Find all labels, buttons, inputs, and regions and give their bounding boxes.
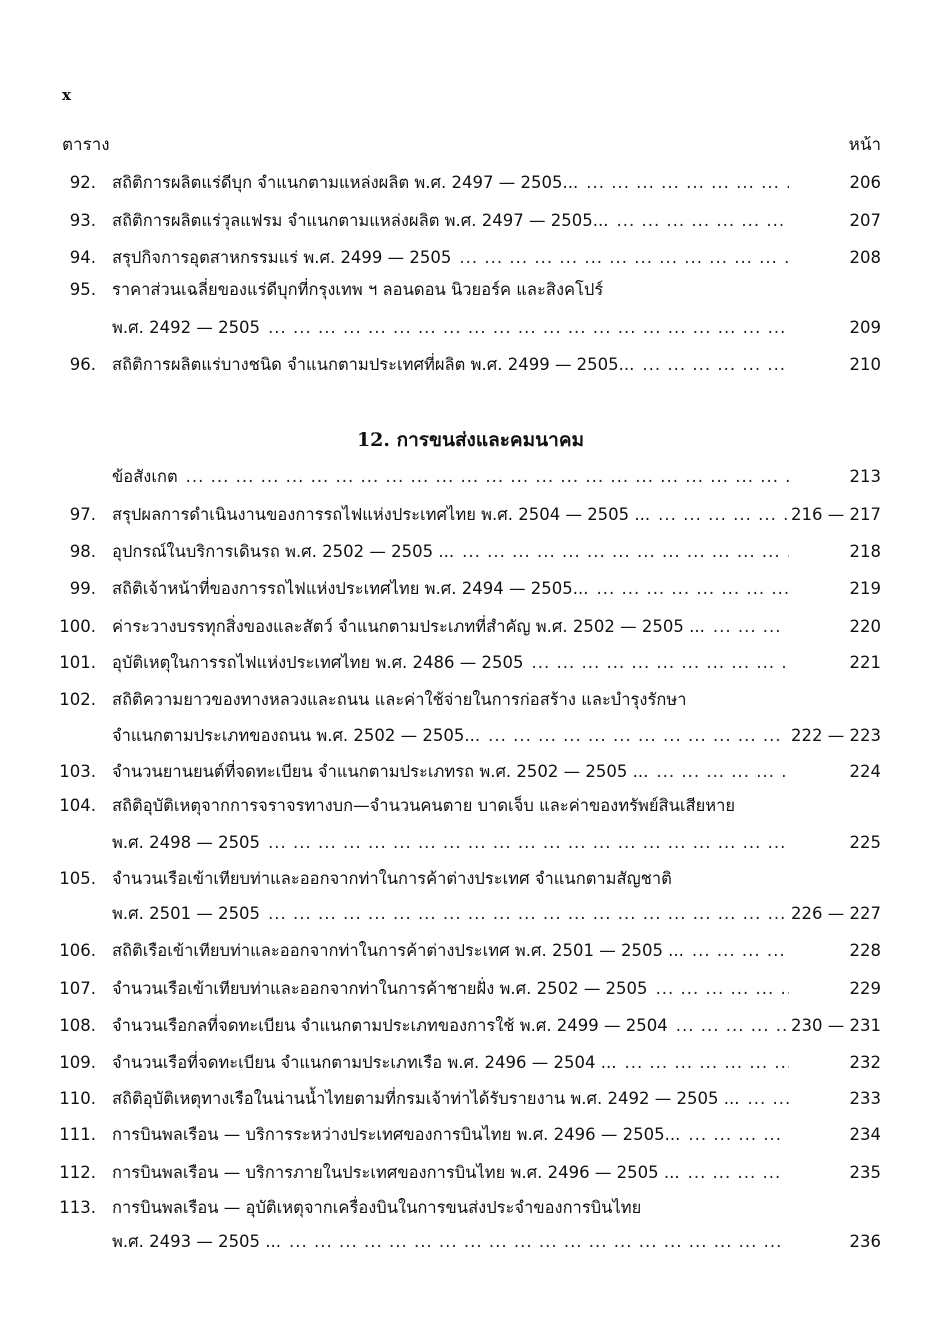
page-column-label: หน้า (848, 135, 881, 155)
toc-entry-line (0, 1050, 941, 1076)
dot-leader (532, 650, 789, 676)
dot-leader (462, 539, 789, 565)
dot-leader (616, 208, 789, 234)
entry-page: 226 — 227 (791, 904, 881, 923)
entry-title: จำนวนเรือเข้าเทียบท่าและออกจากท่าในการค้าต่างประเทศ จำแนกตามสัญชาติ (112, 869, 672, 888)
toc-entry-line (0, 976, 941, 1002)
toc-entry-line (0, 866, 941, 892)
entry-title: จำนวนยานยนต์ที่จดทะเบียน จำแนกตามประเภทรถ พ.ศ. 2502 — 2505 ... (112, 762, 649, 781)
entry-page: 209 (849, 318, 881, 337)
entry-page: 229 (849, 979, 881, 998)
toc-entry-line (0, 502, 941, 528)
toc-entry-line (0, 464, 941, 490)
dot-leader (624, 1050, 789, 1076)
dot-leader (656, 759, 789, 785)
entry-page: 235 (849, 1163, 881, 1182)
toc-entry-line (0, 1195, 941, 1221)
entry-page: 228 (849, 941, 881, 960)
entry-title: การบินพลเรือน — บริการระหว่างประเทศของการบินไทย พ.ศ. 2496 — 2505... (112, 1125, 681, 1144)
entry-number: 110. (59, 1089, 96, 1108)
entry-title: สถิติเจ้าหน้าที่ของการรถไฟแห่งประเทศไทย พ.ศ. 2494 — 2505... (112, 579, 589, 598)
entry-title: สถิติอุบัติเหตุจากการจราจรทางบก—จำนวนคนตาย บาดเจ็บ และค่าของทรัพย์สินเสียหาย (112, 796, 736, 815)
entry-number: 105. (59, 869, 96, 888)
toc-entry-line (0, 759, 941, 785)
dot-leader (642, 352, 789, 378)
dot-leader (656, 976, 789, 1002)
dot-leader (459, 245, 789, 271)
entry-page: 206 (849, 173, 881, 192)
toc-entry-line (0, 1122, 941, 1148)
entry-title: สถิติการผลิตแร่วุลแฟรม จำแนกตามแหล่งผลิต พ.ศ. 2497 — 2505... (112, 211, 609, 230)
entry-number: 96. (69, 355, 96, 374)
page-number: x (62, 86, 71, 104)
dot-leader (268, 830, 789, 856)
entry-title: พ.ศ. 2493 — 2505 ... (112, 1232, 282, 1251)
entry-number: 113. (59, 1198, 96, 1217)
entry-title: พ.ศ. 2498 — 2505 (112, 833, 261, 852)
toc-entry-line (0, 1229, 941, 1255)
entry-number: 97. (69, 505, 96, 524)
entry-page: 207 (849, 211, 881, 230)
entry-page: 234 (849, 1125, 881, 1144)
entry-title: อุบัติเหตุในการรถไฟแห่งประเทศไทย พ.ศ. 2486 — 2505 (112, 653, 524, 672)
entry-number: 100. (59, 617, 96, 636)
entry-number: 107. (59, 979, 96, 998)
section-title: 12. การขนส่งและคมนาคม (356, 429, 585, 451)
entry-number: 92. (69, 173, 96, 192)
entry-title: การบินพลเรือน — บริการภายในประเทศของการบินไทย พ.ศ. 2496 — 2505 ... (112, 1163, 680, 1182)
toc-entry-line (0, 277, 941, 303)
entry-page: 208 (849, 248, 881, 267)
toc-entry-line (0, 938, 941, 964)
entry-page: 210 (849, 355, 881, 374)
dot-leader (289, 1229, 789, 1255)
entry-page: 230 — 231 (791, 1016, 881, 1035)
entry-title: จำแนกตามประเภทของถนน พ.ศ. 2502 — 2505... (112, 726, 481, 745)
entry-number: 98. (69, 542, 96, 561)
entry-title: ข้อสังเกต (112, 467, 178, 486)
entry-page: 218 (849, 542, 881, 561)
entry-number: 104. (59, 796, 96, 815)
entry-number: 101. (59, 653, 96, 672)
entry-page: 220 (849, 617, 881, 636)
entry-title: สถิติการผลิตแร่บางชนิด จำแนกตามประเทศที่ผลิต พ.ศ. 2499 — 2505... (112, 355, 635, 374)
dot-leader (488, 723, 789, 749)
entry-page: 221 (849, 653, 881, 672)
toc-entry-line (0, 539, 941, 565)
dot-leader (268, 315, 789, 341)
toc-entry-line (0, 1086, 941, 1112)
entry-title: จำนวนเรือเข้าเทียบท่าและออกจากท่าในการค้าชายฝั่ง พ.ศ. 2502 — 2505 (112, 979, 648, 998)
entry-title: สถิติการผลิตแร่ดีบุก จำแนกตามแหล่งผลิต พ.ศ. 2497 — 2505... (112, 173, 579, 192)
entry-number: 94. (69, 248, 96, 267)
entry-title: สถิติความยาวของทางหลวงและถนน และค่าใช้จ่ายในการก่อสร้าง และบำรุงรักษา (112, 690, 687, 709)
toc-entry-line (0, 687, 941, 713)
toc-entry-line (0, 830, 941, 856)
entry-number: 112. (59, 1163, 96, 1182)
entry-title: สถิติเรือเข้าเทียบท่าและออกจากท่าในการค้าต่างประเทศ พ.ศ. 2501 — 2505 ... (112, 941, 684, 960)
dot-leader (268, 901, 789, 927)
entry-page: 219 (849, 579, 881, 598)
entry-page: 236 (849, 1232, 881, 1251)
dot-leader (596, 576, 789, 602)
entry-number: 108. (59, 1016, 96, 1035)
entry-title: พ.ศ. 2492 — 2505 (112, 318, 261, 337)
toc-entry-line (0, 245, 941, 271)
toc-entry-line (0, 576, 941, 602)
entry-title: จำนวนเรือที่จดทะเบียน จำแนกตามประเภทเรือ พ.ศ. 2496 — 2504 ... (112, 1053, 617, 1072)
dot-leader (186, 464, 789, 490)
entry-page: 233 (849, 1089, 881, 1108)
toc-entry-line (0, 650, 941, 676)
entry-page: 216 — 217 (791, 505, 881, 524)
toc-entry-line (0, 208, 941, 234)
entry-page: 222 — 223 (791, 726, 881, 745)
entry-number: 106. (59, 941, 96, 960)
dot-leader (688, 1122, 789, 1148)
dot-leader (586, 170, 789, 196)
dot-leader (688, 1160, 789, 1186)
entry-number: 111. (59, 1125, 96, 1144)
toc-entry-line (0, 170, 941, 196)
entry-title: ค่าระวางบรรทุกสิ่งของและสัตว์ จำแนกตามประเภทที่สำคัญ พ.ศ. 2502 — 2505 ... (112, 617, 705, 636)
entry-page: 225 (849, 833, 881, 852)
entry-page: 213 (849, 467, 881, 486)
toc-entry-line (0, 793, 941, 819)
entry-page: 232 (849, 1053, 881, 1072)
entry-number: 99. (69, 579, 96, 598)
entry-number: 93. (69, 211, 96, 230)
dot-leader (676, 1013, 789, 1039)
toc-entry-line (0, 315, 941, 341)
dot-leader (658, 502, 789, 528)
entry-title: สรุปผลการดำเนินงานของการรถไฟแห่งประเทศไทย พ.ศ. 2504 — 2505 ... (112, 505, 651, 524)
toc-entry-line (0, 614, 941, 640)
toc-entry-line (0, 723, 941, 749)
entry-title: จำนวนเรือกลที่จดทะเบียน จำแนกตามประเภทของการใช้ พ.ศ. 2499 — 2504 (112, 1016, 668, 1035)
entry-number: 102. (59, 690, 96, 709)
dot-leader (713, 614, 789, 640)
entry-title: อุปกรณ์ในบริการเดินรถ พ.ศ. 2502 — 2505 ... (112, 542, 455, 561)
entry-title: ราคาส่วนเฉลี่ยของแร่ดีบุกที่กรุงเทพ ฯ ลอนดอน นิวยอร์ค และสิงคโปร์ (112, 280, 604, 299)
entry-title: สรุปกิจการอุตสาหกรรมแร่ พ.ศ. 2499 — 2505 (112, 248, 452, 267)
entry-title: สถิติอุบัติเหตุทางเรือในน่านน้ำไทยตามที่กรมเจ้าท่าได้รับรายงาน พ.ศ. 2492 — 2505 ... (112, 1089, 740, 1108)
toc-entry-line (0, 1013, 941, 1039)
toc-entry-line (0, 901, 941, 927)
toc-entry-line (0, 352, 941, 378)
entry-page: 224 (849, 762, 881, 781)
entry-number: 103. (59, 762, 96, 781)
entry-number: 109. (59, 1053, 96, 1072)
entry-title: การบินพลเรือน — อุบัติเหตุจากเครื่องบินในการขนส่งประจำของการบินไทย (112, 1198, 642, 1217)
entry-number: 95. (69, 280, 96, 299)
dot-leader (747, 1086, 789, 1112)
dot-leader (692, 938, 789, 964)
table-column-label: ตาราง (62, 135, 110, 155)
entry-title: พ.ศ. 2501 — 2505 (112, 904, 261, 923)
toc-entry-line (0, 1160, 941, 1186)
